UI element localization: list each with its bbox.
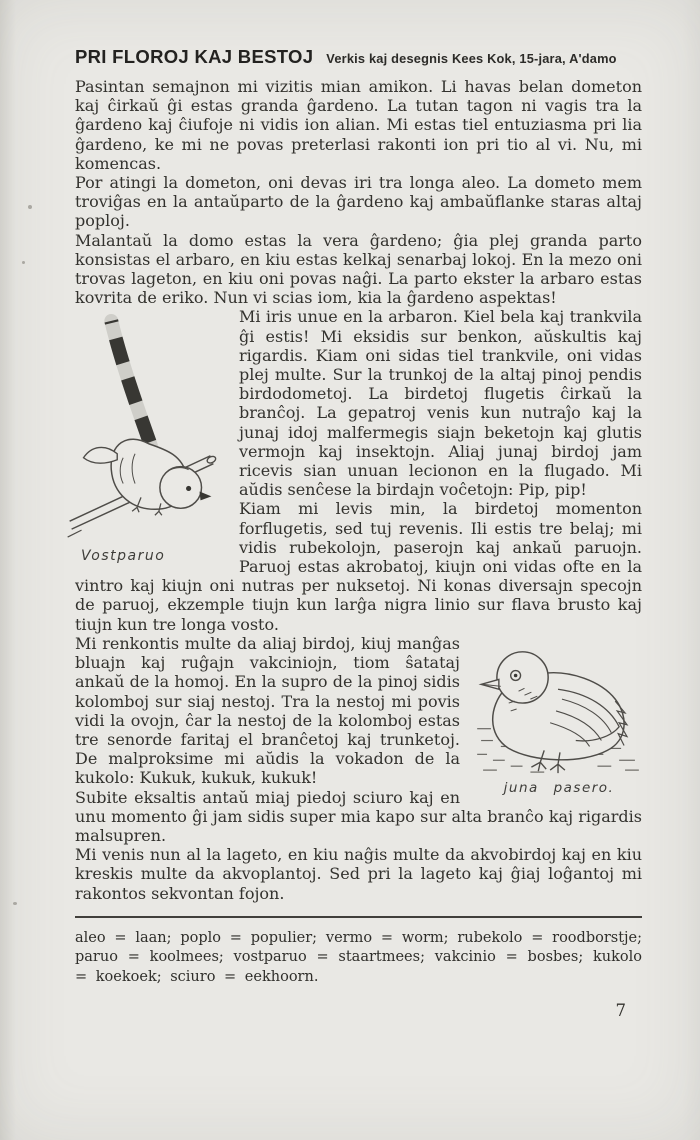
- paragraph-4: Mi iris unue en la arbaron. Kiel bela kaj trankvila ĝi estis! Mi eksidis sur benkon, aŭskultis kaj rigardis. Kiam oni sidas tiel trankvile, oni vidas plej multe. Sur la trunkoj de la altaj pinoj pendis birdodometoj. La birdetoj flugetis ĉirkaŭ la branĉoj. La gepatroj venis kun nutraĵo kaj la junaj idoj malfermegis siajn beketojn kaj glutis vermojn kaj insektojn. Aliaj junaj birdoj jam ricevis sian unuan lecionon en la flugado. Mi aŭdis senĉese la birdajn voĉetojn: Pip, pip!: [239, 307, 642, 500]
- scan-speck: [13, 902, 17, 905]
- vocabulary-text: aleo = laan; poplo = populier; vermo = worm; rubekolo = roodborstje; paruo = koolmees; vostparuo = staartmees; vakcinio = bosbes; kukolo = koekoek; sciuro = eekhoorn.: [75, 929, 642, 985]
- paragraph-7: Subite eksaltis antaŭ miaj piedoj sciuro kaj en unu momento ĝi jam sidis super mia kapo sur alta branĉo kaj rigardis malsupren.: [75, 787, 642, 845]
- scan-speck: [22, 261, 25, 264]
- page-content: [75, 46, 642, 1020]
- vostparuo-illustration: [65, 309, 227, 573]
- paragraph-2: Por atingi la dometon, oni devas iri tra longa aleo. La dometo mem troviĝas en la antaŭparto de la ĝardeno kaj ambaŭflanke staras altaj poploj.: [75, 173, 642, 231]
- article-title: PRI FLOROJ KAJ BESTOJ: [75, 46, 314, 67]
- juna-pasero-caption: juna pasero.: [503, 779, 615, 796]
- scan-speck: [28, 205, 32, 209]
- article-header: [75, 46, 642, 68]
- vostparuo-caption: Vostparuo: [81, 548, 166, 565]
- article-body: [75, 77, 642, 903]
- juna-pasero-illustration: [470, 636, 648, 804]
- young-sparrow-drawing: [470, 638, 648, 778]
- long-tailed-tit-drawing: [65, 309, 223, 545]
- paragraph-6: Mi renkontis multe da aliaj birdoj, kiuj manĝas bluajn kaj ruĝajn vakciniojn, tiom ŝatataj ankaŭ de la homoj. En la supro de la pinoj sidis kolomboj sur siaj nestoj. Tra la nestoj mi povis vidi la ovojn, ĉar la nestoj de la kolomboj estas tre senorde faritaj el branĉetoj kaj trunketoj. De malproksime mi aŭdis la vokadon de la kukolo: Kukuk, kukuk, kukuk!: [75, 633, 460, 788]
- vocabulary-footnote: [75, 916, 642, 988]
- paragraph-1: Pasintan semajnon mi vizitis mian amikon. Li havas belan dometon kaj ĉirkaŭ ĝi estas granda ĝardeno. La tutan tagon ni vagis tra la ĝardeno kaj ĉiufoje ni vidis ion alian. Mi estas tiel entuziasma pri lia ĝardeno, ke mi ne povas preterlasi rakonti ion pri tio al vi. Nu, mi komencas.: [75, 77, 642, 173]
- paragraph-3: Malantaŭ la domo estas la vera ĝardeno; ĝia plej granda parto konsistas el arbaro, en kiu estas kelkaj senarbaj lokoj. En la mezo oni trovas lageton, en kiu oni povas naĝi. La parto ekster la arbaro estas kovrita de eriko. Nun vi scias iom, kia la ĝardeno aspektas!: [75, 230, 642, 308]
- article-byline: Verkis kaj desegnis Kees Kok, 15-jara, A'damo: [326, 51, 617, 66]
- paragraph-8: Mi venis nun al la lageto, en kiu naĝis multe da akvobirdoj kaj en kiu kreskis multe da akvoplantoj. Sed pri la lageto kaj ĝiaj loĝantoj mi rakontos sekvontan fojon.: [75, 845, 642, 903]
- paragraph-5: Kiam mi levis min, la birdetoj momenton forflugetis, sed tuj revenis. Ili estis tre belaj; mi vidis rubekolojn, paserojn kaj ankaŭ paruojn. Paruoj estas akrobatoj, kiujn oni vidas ofte en la vintro kaj kiujn oni nutras per nuksetoj. Ni konas diversajn specojn de paruoj, ekzemple tiujn kun larĝa nigra linio sur flava brusto kaj tiujn kun tre longa vosto.: [75, 499, 642, 634]
- page-number: 7: [615, 1001, 626, 1021]
